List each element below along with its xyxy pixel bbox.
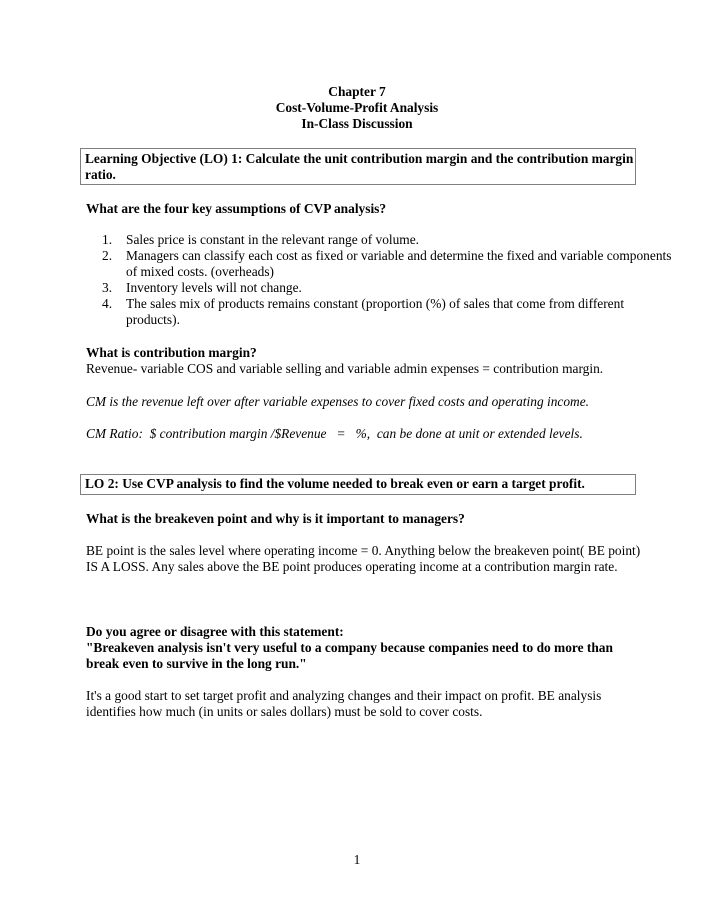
chapter-title: Chapter 7 [328, 84, 386, 99]
learning-objective-2-box [80, 474, 636, 495]
statement-answer: It's a good start to set target profit and analyzing changes and their impact on profit. BE analysis identifies how much (in units or sales dollars) must be sold to cover costs. [86, 688, 602, 719]
list-item: 2. Managers can classify each cost as fixed or variable and determine the fixed and variable components of mixed costs. (overheads) [102, 248, 672, 279]
contribution-margin-answer: Revenue- variable COS and variable selling and variable admin expenses = contribution margin. [86, 361, 604, 376]
learning-objective-2-text: LO 2: Use CVP analysis to find the volume needed to break even or earn a target profit. [85, 476, 585, 491]
breakeven-answer: BE point is the sales level where operating income = 0. Anything below the breakeven point( BE point) IS A LOSS. Any sales above the BE point produces operating income at a contribution margin rate. [86, 543, 641, 574]
document-title: Cost-Volume-Profit Analysis [275, 100, 439, 115]
page-number: 1 [353, 852, 361, 867]
list-item: 1. Sales price is constant in the relevant range of volume. [102, 232, 420, 247]
assumptions-question: What are the four key assumptions of CVP analysis? [86, 201, 387, 216]
contribution-margin-question: What is contribution margin? [86, 345, 257, 360]
list-item: 4. The sales mix of products remains constant (proportion (%) of sales that come from different products). [102, 296, 625, 327]
contribution-margin-note: CM is the revenue left over after variable expenses to cover fixed costs and operating income. [86, 394, 589, 409]
list-item: 3. Inventory levels will not change. [102, 280, 302, 295]
cm-ratio-formula: CM Ratio: $ contribution margin /$Revenue = %, can be done at unit or extended levels. [86, 426, 583, 441]
breakeven-question: What is the breakeven point and why is it important to managers? [86, 511, 465, 526]
assumptions-list [86, 232, 678, 328]
breakeven-statement: "Breakeven analysis isn't very useful to a company because companies need to do more than break even to survive in the long run." [86, 640, 613, 671]
agree-question: Do you agree or disagree with this statement: [86, 624, 344, 639]
learning-objective-1-text: Learning Objective (LO) 1: Calculate the unit contribution margin and the contribution margin ratio. [85, 151, 634, 182]
learning-objective-1-box [80, 148, 636, 185]
document-subtitle: In-Class Discussion [301, 116, 413, 131]
